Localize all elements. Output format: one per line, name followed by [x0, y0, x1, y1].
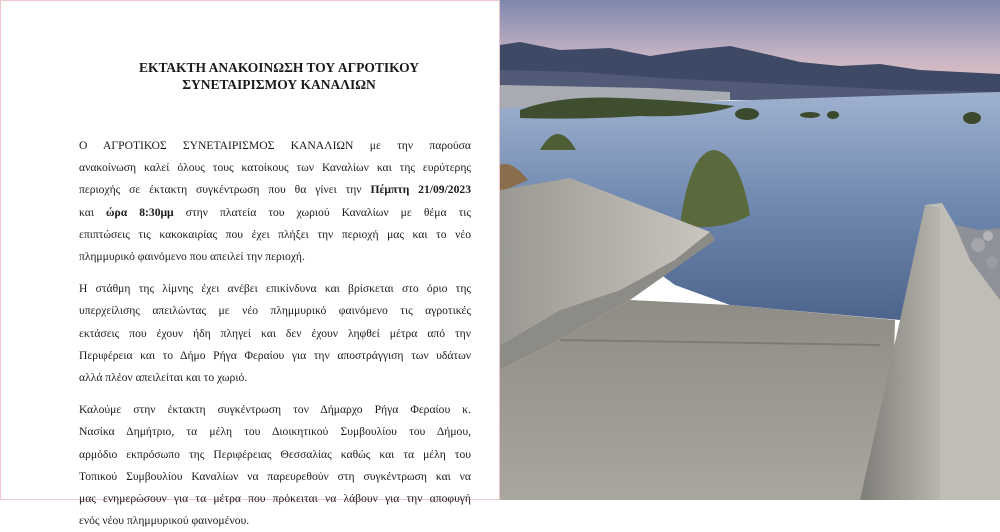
meeting-date: Πέμπτη 21/09/2023: [370, 183, 471, 197]
paragraph-call-to-officials: [79, 399, 471, 532]
text-line: αρμόδιο εκπρόσωπο της Περιφέρειας Θεσσαλίας καθώς και τα μέλη του: [79, 447, 471, 461]
spillway-photo: [500, 0, 1000, 500]
announcement-document: [0, 0, 500, 528]
document-body: [79, 135, 471, 532]
rock: [986, 256, 998, 268]
reed-island: [800, 112, 820, 118]
text-line: μας ενημερώσουν για τα μέτρα που πρόκειται να λάβουν για την αποφυγή: [79, 492, 471, 506]
text-line: ενός νέου πλημμυρικού φαινομένου.: [79, 514, 250, 528]
meeting-time: ώρα 8:30μμ: [106, 205, 174, 219]
document-title: [87, 59, 471, 93]
text-fragment: περιοχής σε έκτακτη συγκέντρωση που θα γίνει την: [79, 183, 371, 197]
reed-island: [735, 108, 759, 120]
text-line: [79, 179, 471, 201]
text-line: Τοπικού Συμβουλίου Καναλίων να παρευρεθούν στη συγκέντρωση και να: [79, 469, 471, 483]
paragraph-lake-level: [79, 278, 471, 389]
title-line-2: ΣΥΝΕΤΑΙΡΙΣΜΟΥ ΚΑΝΑΛΙΩΝ: [182, 77, 376, 92]
text-fragment: στην πλατεία του χωριού Καναλίων με θέμα τις: [173, 205, 471, 219]
text-line: πλημμυρικό φαινόμενο που απειλεί την περιοχή.: [79, 250, 305, 264]
text-line: Νασίκα Δημήτριο, τα μέλη του Διοικητικού Συμβουλίου του Δήμου,: [79, 425, 471, 439]
text-line: επιπτώσεις τις κακοκαιρίας που έχει πλήξει την περιοχή μας και το νέο: [79, 227, 471, 241]
text-line: Ο ΑΓΡΟΤΙΚΟΣ ΣΥΝΕΤΑΙΡΙΣΜΟΣ ΚΑΝΑΛΙΩΝ με την παρούσα: [79, 139, 471, 152]
text-line: [79, 202, 471, 224]
text-line: Περιφέρεια και το Δήμο Ρήγα Φεραίου για την αποστράγγιση των υδάτων: [79, 348, 471, 362]
text-line: αλλά πλέον απειλείται και το χωριό.: [79, 371, 248, 385]
text-fragment: και: [79, 205, 107, 219]
text-line: υπερχείλισης απειλώντας με νέο πλημμυρικό φαινόμενο τις αγροτικές: [79, 304, 471, 318]
text-line: ανακοίνωση καλεί όλους τους κατοίκους των Καναλίων και της ευρύτερης: [79, 161, 471, 175]
spillway-photo-drawing: [500, 0, 1000, 500]
title-line-1: ΕΚΤΑΚΤΗ ΑΝΑΚΟΙΝΩΣΗ ΤΟΥ ΑΓΡΟΤΙΚΟΥ: [139, 60, 419, 75]
paragraph-invitation: [79, 135, 471, 268]
rock: [971, 238, 985, 252]
text-line: Καλούμε στην έκτακτη συγκέντρωση τον Δήμαρχο Ρήγα Φεραίου κ.: [79, 403, 471, 417]
text-line: Η στάθμη της λίμνης έχει ανέβει επικίνδυνα και βρίσκεται στο όριο της: [79, 282, 471, 296]
rock: [983, 231, 993, 241]
text-line: εκτάσεις που έχουν ήδη πληγεί και δεν έχουν ληφθεί μέτρα από την: [79, 326, 471, 340]
reed-island: [963, 112, 981, 124]
reed-island: [827, 111, 839, 119]
